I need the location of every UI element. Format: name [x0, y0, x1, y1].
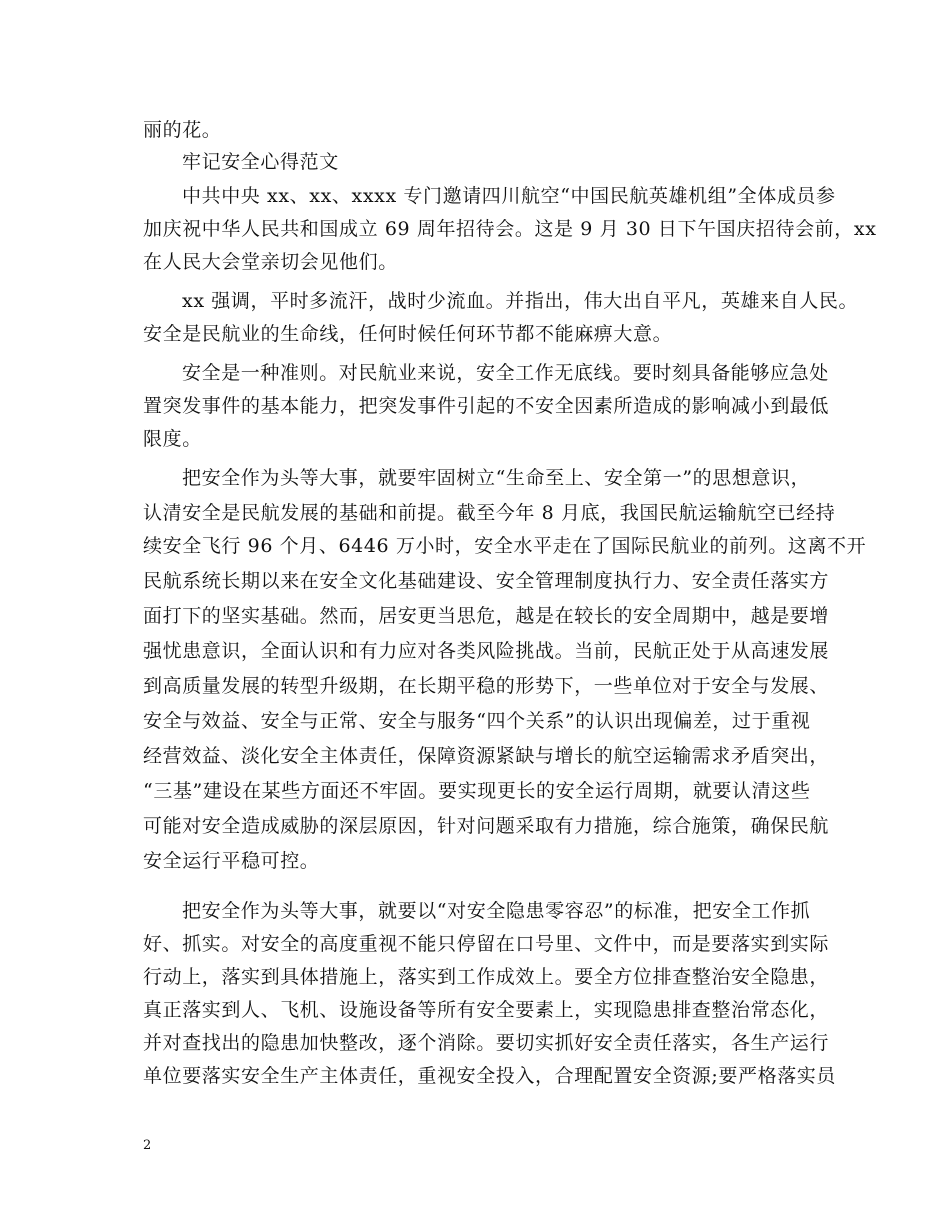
text-line: 行动上，落实到具体措施上，落实到工作成效上。要全方位排查整治安全隐患，	[143, 966, 830, 988]
text-line: 把安全作为头等大事，就要以“对安全隐患零容忍”的标准，把安全工作抓	[182, 900, 811, 922]
text-line: 把安全作为头等大事，就要牢固树立“生命至上、安全第一”的思想意识，	[182, 467, 811, 489]
text-line: 丽的花。	[143, 119, 222, 141]
text-line: 安全运行平稳可控。	[143, 850, 320, 872]
text-line: 安全与效益、安全与正常、安全与服务“四个关系”的认识出现偏差，过于重视	[143, 710, 811, 732]
text-line: 安全是民航业的生命线，任何时候任何环节都不能麻痹大意。	[143, 323, 673, 345]
text-line: 认清安全是民航发展的基础和前提。截至今年 8 月底，我国民航运输航空已经持	[143, 502, 836, 524]
text-line: 到高质量发展的转型升级期，在长期平稳的形势下，一些单位对于安全与发展、	[143, 675, 830, 697]
text-line: xx 强调，平时多流汗，战时少流血。并指出，伟大出自平凡，英雄来自人民。	[182, 290, 859, 312]
text-line: 续安全飞行 96 个月、6446 万小时，安全水平走在了国际民航业的前列。这离不开	[143, 535, 867, 557]
text-line: 限度。	[143, 428, 202, 450]
text-line: 经营效益、淡化安全主体责任，保障资源紧缺与增长的航空运输需求矛盾突出，	[143, 745, 830, 767]
text-line: 加庆祝中华人民共和国成立 69 周年招待会。这是 9 月 30 日下午国庆招待会前，xx	[143, 218, 877, 240]
text-line: 置突发事件的基本能力，把突发事件引起的不安全因素所造成的影响减小到最低	[143, 395, 830, 417]
text-line: “三基”建设在某些方面还不牢固。要实现更长的安全运行周期，就要认清这些	[143, 780, 811, 802]
text-line: 安全是一种准则。对民航业来说，安全工作无底线。要时刻具备能够应急处	[182, 362, 829, 384]
text-line: 民航系统长期以来在安全文化基础建设、安全管理制度执行力、安全责任落实方	[143, 570, 830, 592]
text-line: 并对查找出的隐患加快整改，逐个消除。要切实抓好安全责任落实，各生产运行	[143, 1032, 830, 1054]
text-line: 单位要落实安全生产主体责任，重视安全投入，合理配置安全资源;要严格落实员	[143, 1065, 837, 1087]
page-number: 2	[143, 1138, 152, 1153]
text-line: 在人民大会堂亲切会见他们。	[143, 251, 398, 273]
text-line: 可能对安全造成威胁的深层原因，针对问题采取有力措施，综合施策，确保民航	[143, 815, 830, 837]
text-line: 真正落实到人、飞机、设施设备等所有安全要素上，实现隐患排查整治常态化，	[143, 999, 830, 1021]
text-line: 面打下的坚实基础。然而，居安更当思危，越是在较长的安全周期中，越是要增	[143, 605, 830, 627]
text-line: 强忧患意识，全面认识和有力应对各类风险挑战。当前，民航正处于从高速发展	[143, 640, 830, 662]
section-heading: 牢记安全心得范文	[182, 151, 339, 173]
text-line: 好、抓实。对安全的高度重视不能只停留在口号里、文件中，而是要落实到实际	[143, 933, 830, 955]
text-line: 中共中央 xx、xx、xxxx 专门邀请四川航空“中国民航英雄机组”全体成员参	[182, 185, 836, 207]
